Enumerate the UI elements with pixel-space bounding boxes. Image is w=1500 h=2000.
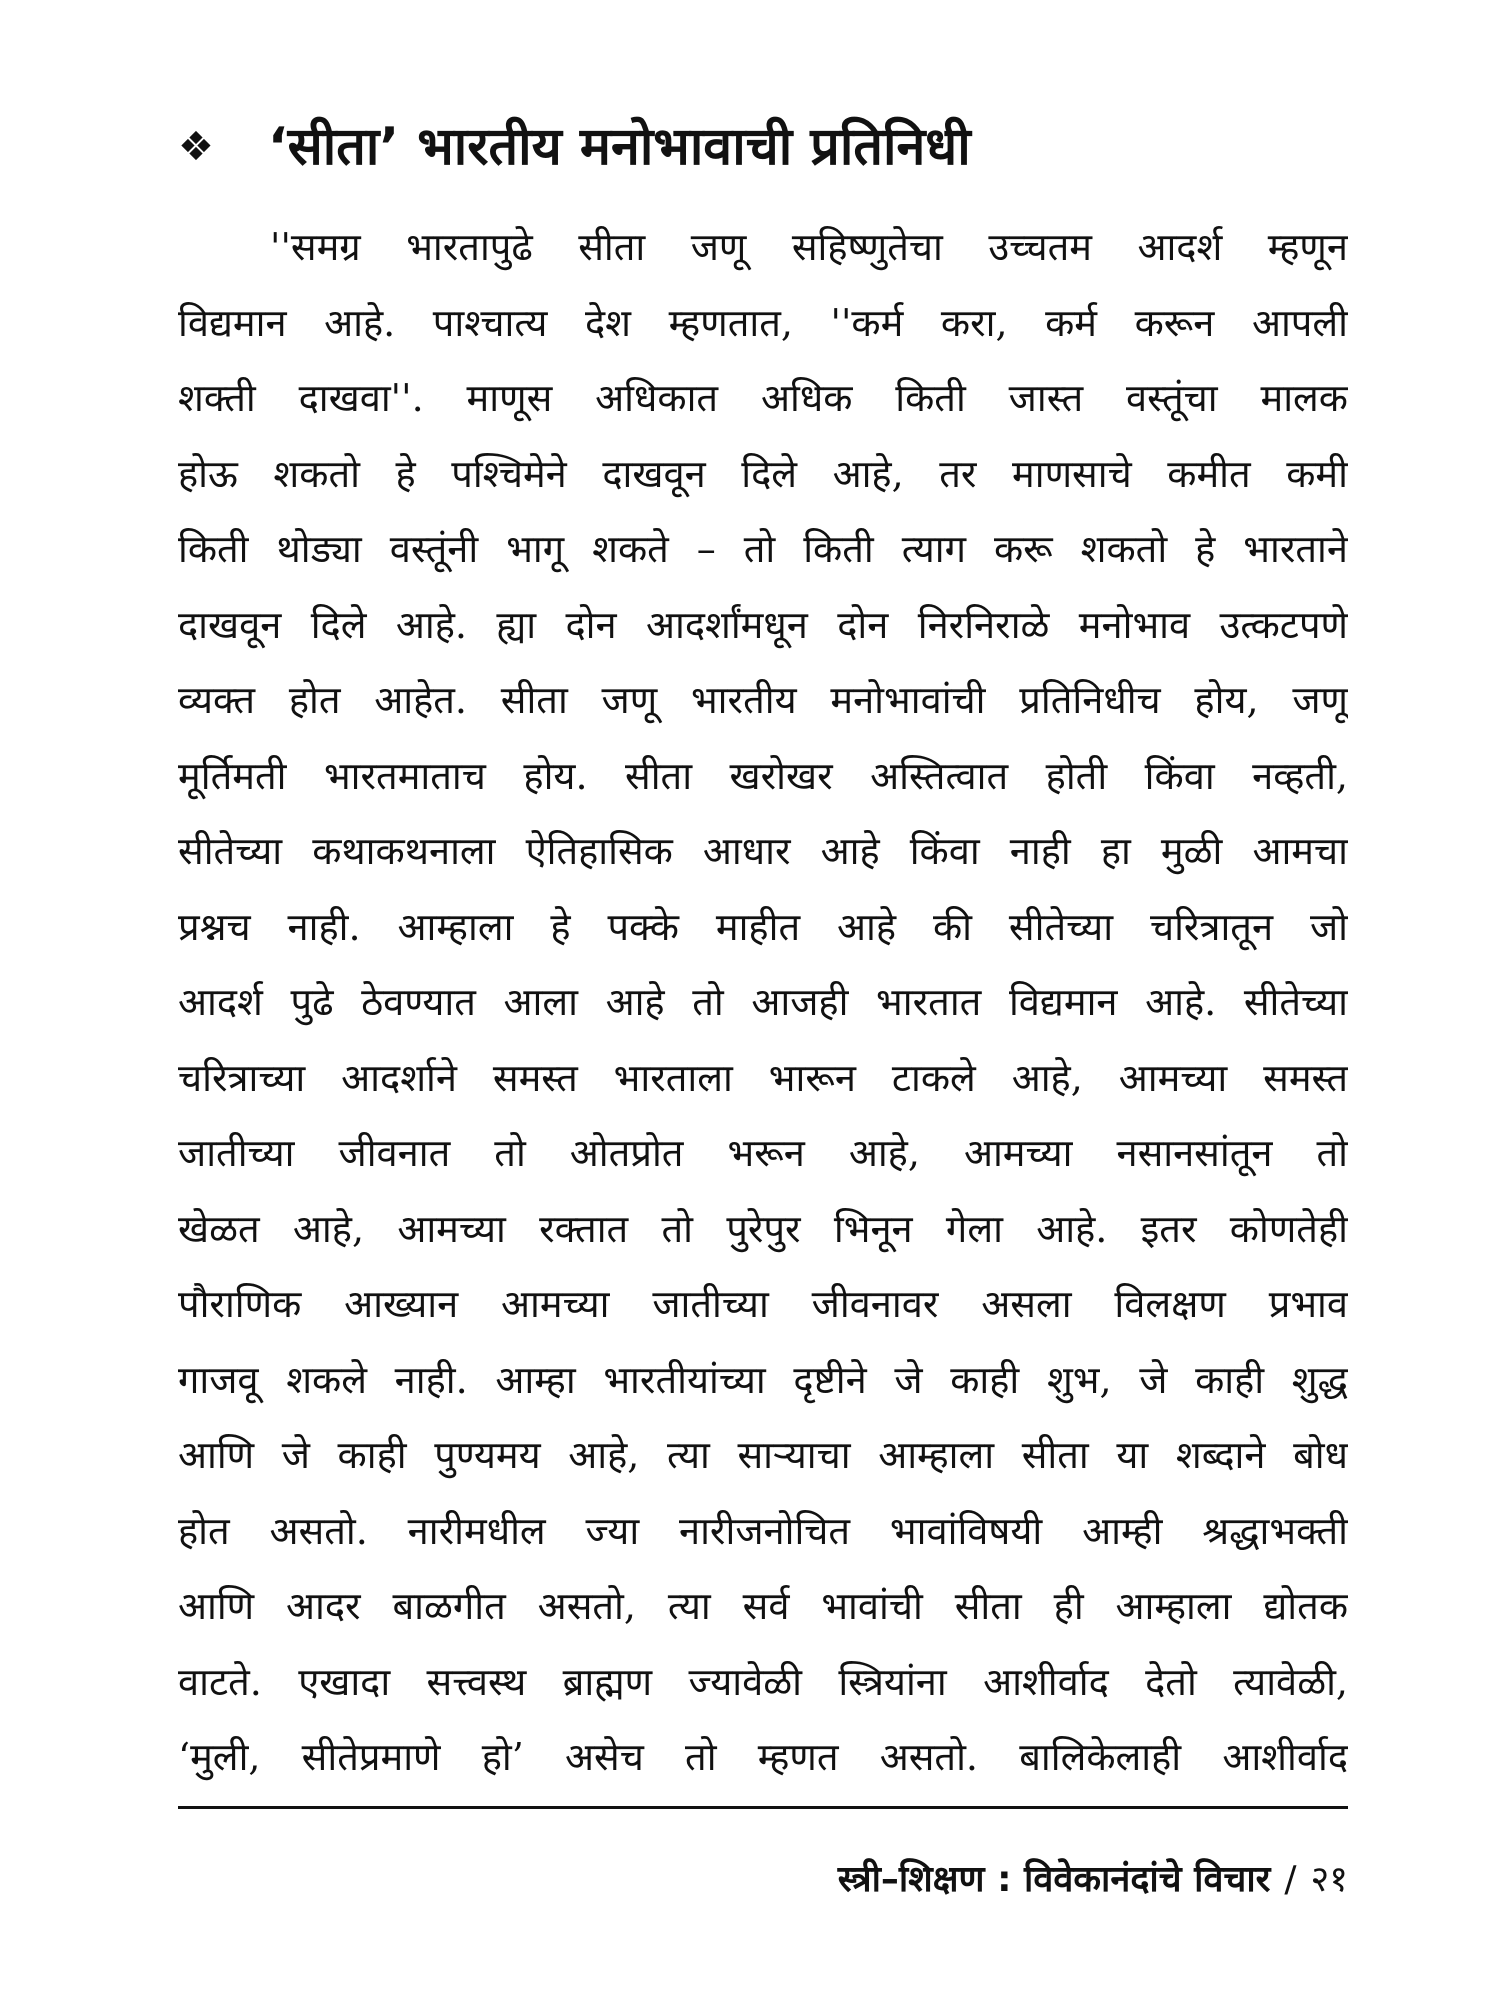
- paragraph-line: चरित्राच्या आदर्शाने समस्त भारताला भारून टाकले आहे, आमच्या समस्त: [178, 1055, 1348, 1100]
- paragraph-line: होत असतो. नारीमधील ज्या नारीजनोचित भावांविषयी आम्ही श्रद्धाभक्ती: [178, 1508, 1348, 1553]
- paragraph-line: व्यक्त होत आहेत. सीता जणू भारतीय मनोभावांची प्रतिनिधीच होय, जणू: [178, 678, 1348, 722]
- paragraph-line: पौराणिक आख्यान आमच्या जातीच्या जीवनावर असला विलक्षण प्रभाव: [178, 1282, 1348, 1326]
- body-paragraph: [178, 210, 1348, 1796]
- section-heading: [178, 112, 1358, 182]
- book-title: स्त्री–शिक्षण : विवेकानंदांचे विचार: [837, 1859, 1271, 1900]
- paragraph-line: वाटते. एखादा सत्त्वस्थ ब्राह्मण ज्यावेळी स्त्रियांना आशीर्वाद देतो त्यावेळी,: [178, 1659, 1348, 1704]
- paragraph-line: होऊ शकतो हे पश्चिमेने दाखवून दिले आहे, तर माणसाचे कमीत कमी: [178, 451, 1348, 496]
- paragraph-line: ''समग्र भारतापुढे सीता जणू सहिष्णुतेचा उच्चतम आदर्श म्हणून: [270, 225, 1348, 269]
- paragraph-line: गाजवू शकले नाही. आम्हा भारतीयांच्या दृष्टीने जे काही शुभ, जे काही शुद्ध: [178, 1357, 1348, 1402]
- paragraph-line: प्रश्नच नाही. आम्हाला हे पक्के माहीत आहे की सीतेच्या चरित्रातून जो: [178, 904, 1348, 949]
- diamond-bullet-icon: ❖: [178, 124, 214, 170]
- paragraph-line: ‘मुली, सीतेप्रमाणे हो’ असेच तो म्हणत असतो. बालिकेलाही आशीर्वाद: [178, 1735, 1348, 1779]
- footer-separator: /: [1284, 1859, 1297, 1900]
- paragraph-line: सीतेच्या कथाकथनाला ऐतिहासिक आधार आहे किंवा नाही हा मुळी आमचा: [178, 829, 1348, 873]
- section-title: ‘सीता’ भारतीय मनोभावाची प्रतिनिधी: [267, 117, 971, 177]
- paragraph-line: दाखवून दिले आहे. ह्या दोन आदर्शांमधून दोन निरनिराळे मनोभाव उत्कटपणे: [178, 602, 1348, 647]
- footer-divider: [178, 1806, 1348, 1809]
- page-footer: [838, 1850, 1348, 1910]
- paragraph-line: मूर्तिमती भारतमाताच होय. सीता खरोखर अस्तित्वात होती किंवा नव्हती,: [178, 753, 1348, 798]
- paragraph-line: किती थोड्या वस्तूंनी भागू शकते – तो किती त्याग करू शकतो हे भारताने: [178, 527, 1348, 571]
- paragraph-line: आणि आदर बाळगीत असतो, त्या सर्व भावांची सीता ही आम्हाला द्योतक: [178, 1584, 1348, 1628]
- page-number: २१: [1310, 1859, 1348, 1900]
- paragraph-line: आदर्श पुढे ठेवण्यात आला आहे तो आजही भारतात विद्यमान आहे. सीतेच्या: [178, 980, 1348, 1024]
- paragraph-line: आणि जे काही पुण्यमय आहे, त्या साऱ्याचा आम्हाला सीता या शब्दाने बोध: [178, 1433, 1348, 1477]
- paragraph-line: खेळत आहे, आमच्या रक्तात तो पुरेपुर भिनून गेला आहे. इतर कोणतेही: [178, 1206, 1348, 1251]
- paragraph-line: विद्यमान आहे. पाश्चात्य देश म्हणतात, ''कर्म करा, कर्म करून आपली: [178, 300, 1348, 345]
- paragraph-line: जातीच्या जीवनात तो ओतप्रोत भरून आहे, आमच्या नसानसांतून तो: [178, 1131, 1348, 1175]
- paragraph-line: शक्ती दाखवा''. माणूस अधिकात अधिक किती जास्त वस्तूंचा मालक: [178, 376, 1348, 420]
